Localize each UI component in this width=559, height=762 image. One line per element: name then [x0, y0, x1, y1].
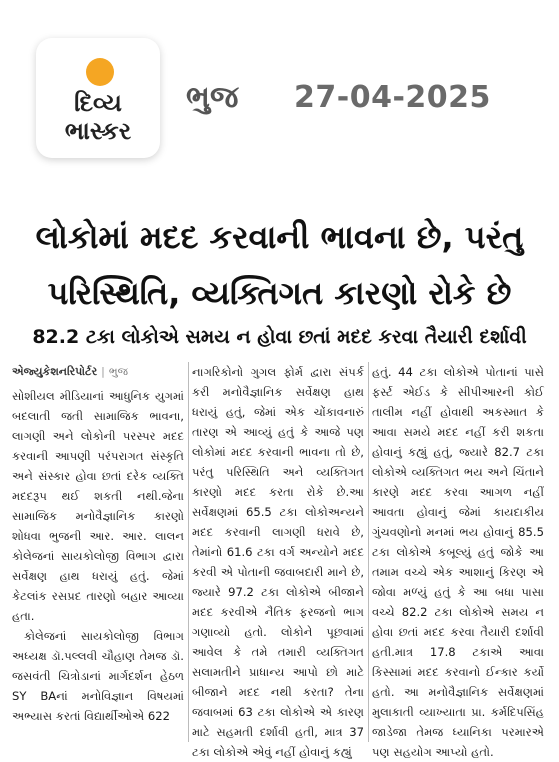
- column-divider: [188, 362, 189, 742]
- paragraph: હતું. 44 ટકા લોકોએ પોતાનાં પાસે ફર્સ્ટ એઈડ કે સીપીઆરની કોઈ તાલીમ નહીં હોવાથી અકસ્માત કે આવા સમયે મદદ નહીં કરી શકતા હોવાનું કહ્યું હતું, જ્યારે 82.7 ટકા લોકોએ વ્યક્તિગત ભય અને ચિંતાને કારણે મદદ કરવા આગળ નહીં આવતા હોવાનું જેમાં કાયદાકીય ગુંચવણોનો મનમાં ભય હોવાનું 85.5 ટકા લોકોએ કબૂલ્યું હતું જોકે આ તમામ વચ્ચે એક આશાનું કિરણ એ જોવા મળ્યું હતું કે આ બધા પાસા વચ્ચે 82.2 ટકા લોકોએ સમય ન હોવા છતાં મદદ કરવા તૈયારી દર્શાવી હતી.માત્ર 17.8 ટકાએ આવા કિસ્સામાં મદદ કરવાનો ઈન્કાર કર્યો હતો. આ મનોવૈજ્ઞાનિક સર્વેક્ષણમાં મુલાકાતી વ્યાખ્યાતા પ્રા. કર્મદિપસિંહ જાડેજા તેમજ ધ્યાનિકા પરમારએ પણ સહયોગ આપ્યો હતો.: [372, 365, 544, 759]
- edition-date: 27-04-2025: [294, 80, 491, 115]
- newspaper-header: [0, 0, 559, 190]
- article-column-2: [192, 362, 364, 759]
- column-divider: [368, 362, 369, 742]
- byline-reporter: એજ્યુકેશનરિપોર્ટર: [12, 365, 98, 378]
- edition-city: ભુજ: [186, 80, 239, 115]
- logo-text-line2: ભાસ્કર: [64, 117, 132, 145]
- logo-text-line1: દિવ્ય: [74, 89, 122, 117]
- divya-bhaskar-logo: [36, 38, 160, 158]
- byline-separator: |: [101, 365, 105, 378]
- paragraph: નાગરિકોનો ગુગલ ફોર્મ દ્વારા સંપર્ક કરી મનોવૈજ્ઞાનિક સર્વેક્ષણ હાથ ધરાયું હતું, જેમાં એક ચોંકાવનારું તારણ એ આવ્યું હતું કે આજે પણ લોકોમાં મદદ કરવાની ભાવના તો છે, પરંતુ પરિસ્થિતિ અને વ્યક્તિગત કારણો મદદ કરતા રોકે છે.આ સર્વેક્ષણમાં 65.5 ટકા લોકોઅન્યને મદદ કરવાની લાગણી ધરાવે છે, તેમાંનો 61.6 ટકા વર્ગ અન્યોને મદદ કરવી એ પોતાની જવાબદારી માને છે, જ્યારે 97.2 ટકા લોકોએ બીજાને મદદ કરવીએ નૈતિક ફરજનો ભાગ ગણાવ્યો હતો. લોકોને પૂછવામાં આવેલ કે તમે તમારી વ્યક્તિગત સલામતીને પ્રાધાન્ય આપો છો માટે બીજાને મદદ નથી કરતા? તેના જવાબમાં 63 ટકા લોકોએ એ કારણ માટે સહમતી દર્શાવી હતી, માત્ર 37 ટકા લોકોએ એવું નહીં હોવાનું કહ્યું: [192, 365, 364, 759]
- paragraph: કોલેજનાં સાયકોલોજી વિભાગ અધ્યક્ષ ડૉ.પલ્લવી ચૌહાણ તેમજ ડૉ. જસવંતી ચિત્રોડાનાં માર્ગદર્શન હેઠળ SY BAનાં મનોવિજ્ઞાન વિષયમાં અભ્યાસ કરતાં વિદ્યાર્થીઓએ 622: [12, 629, 184, 723]
- byline-place: ભુજ: [108, 365, 129, 378]
- article-column-3: [372, 362, 544, 759]
- headline-line1: લોકોમાં મદદ કરવાની ભાવના છે, પરંતુ: [35, 218, 524, 256]
- sun-icon: [86, 58, 114, 86]
- subheadline: 82.2 ટકા લોકોએ સમય ન હોવા છતાં મદદ કરવા તૈયારી દર્શાવી: [32, 326, 527, 348]
- article-body: [12, 362, 552, 759]
- headline-line2: પરિસ્થિતિ, વ્યક્તિગત કારણો રોકે છે: [47, 274, 512, 312]
- byline: [12, 362, 184, 382]
- paragraph: સોશીયલ મીડિયાનાં આધુનિક યુગમાં બદલાતી જતી સામાજિક ભાવના, લાગણી અને લોકોની પરસ્પર મદદ કરવાની આપણી પરંપરાગત સંસ્કૃતિ અને સંસ્કાર હોવા છતાં દરેક વ્યક્તિ મદદરૂપ થઈ શકતી નથી.જેના સામાજિક મનોવૈજ્ઞાનિક કારણો શોધવા ભુજની આર. આર. લાલન કોલેજનાં સાયકોલોજી વિભાગ દ્વારા સર્વેક્ષણ હાથ ધરાયું હતું. જેમાં કેટલાંક રસપ્રદ તારણો બહાર આવ્યા હતા.: [12, 389, 184, 623]
- article-column-1: [12, 362, 184, 742]
